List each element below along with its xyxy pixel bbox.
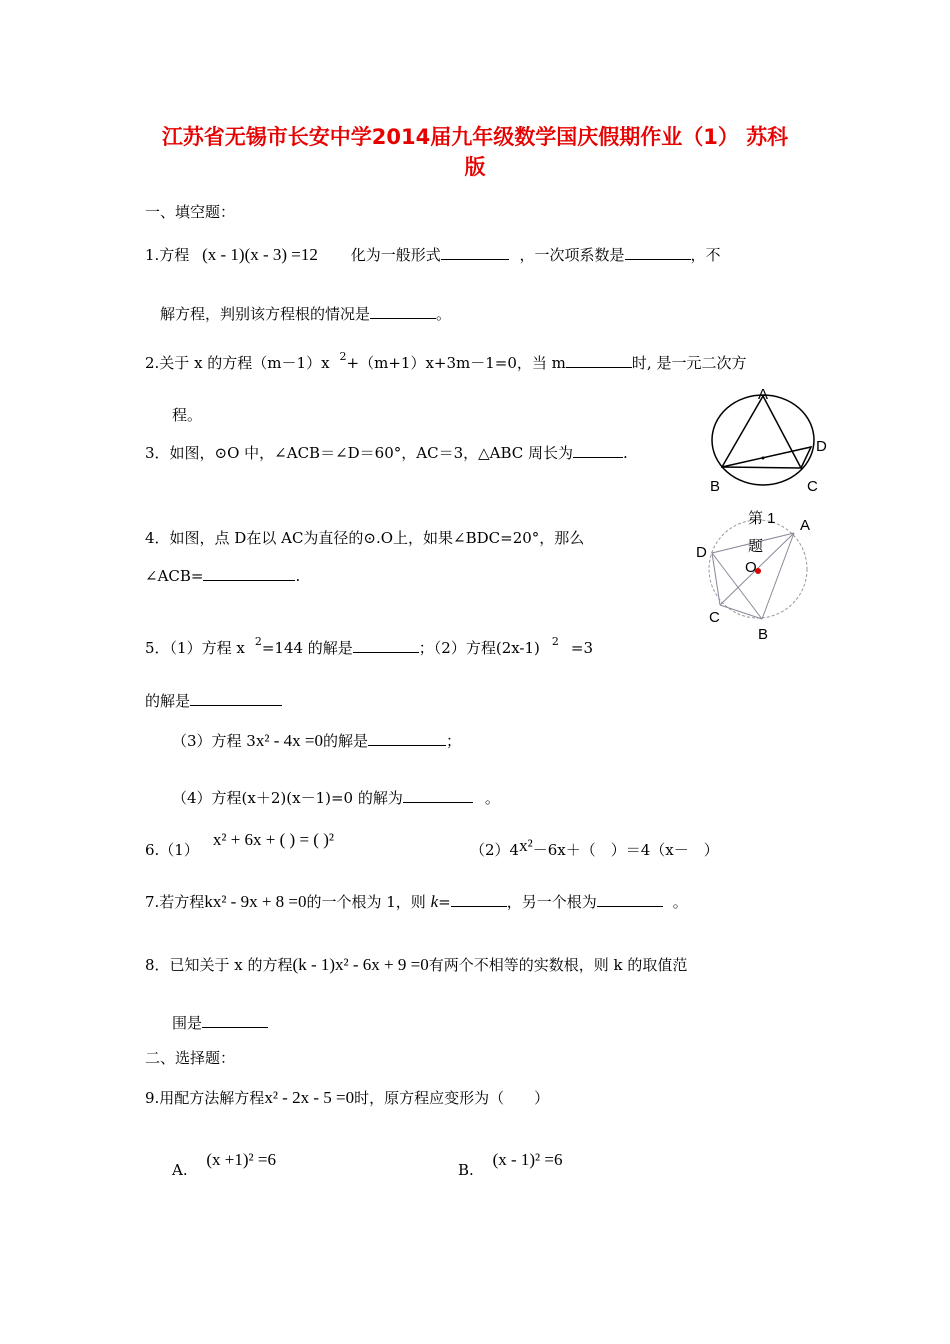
q9-equation: x² - 2x - 5 =0	[264, 1088, 355, 1107]
fig2-label-a: A	[800, 517, 811, 534]
segments-bd-dc	[722, 447, 811, 468]
document-title	[130, 122, 820, 182]
q6-equation-1: x² + 6x + ( ) = ( )²	[212, 830, 334, 849]
section-fill-blank-heading: 一、填空题：	[145, 203, 236, 221]
question-8-line-2: 围是	[172, 1012, 268, 1033]
q5-blank-3[interactable]	[368, 730, 446, 746]
figure-circle-diameter-ac	[690, 505, 850, 645]
question-2: 2.关于 x 的方程（m－1）x $^2$+（m+1）x+3m－1=0，当 m 时, 是一元二次方	[145, 350, 747, 372]
q4-blank-angle[interactable]	[203, 565, 295, 581]
center-point-o	[762, 457, 765, 460]
q3-blank-perimeter[interactable]	[573, 442, 623, 458]
q9-option-b[interactable]: B. (x - 1)² =6	[458, 1150, 563, 1179]
section-choice-heading: 二、选择题：	[145, 1049, 236, 1067]
question-8: 8．已知关于 x 的方程(k - 1)x² - 6x + 9 =0有两个不相等的实数根，则 k 的取值范	[145, 955, 688, 974]
circle-o	[712, 395, 814, 485]
fig1-label-d: D	[816, 438, 827, 455]
question-1: 1.方程 (x - 1)(x - 3) =12 化为一般形式 ，一次项系数是 ，不	[145, 245, 721, 264]
triangle-abc	[722, 396, 801, 468]
fig1-label-b: B	[710, 478, 721, 495]
q7-equation: kx² - 9x + 8 =0	[204, 892, 307, 911]
question-3: 3．如图，⊙O 中，∠ACB＝∠D＝60°，AC＝3，△ABC 周长为 .	[145, 444, 628, 462]
question-6-part-2: （2）4x²－6x＋（ ）＝4（x－ ）	[470, 836, 719, 859]
fig1-label-c: C	[807, 478, 818, 495]
fig1-label-a: A	[758, 386, 769, 403]
q9-option-a[interactable]: A. (x +1)² =6	[172, 1150, 276, 1179]
title-line-2: 版	[464, 155, 486, 179]
fig2-label-c: C	[709, 609, 720, 626]
question-5-part-3: （3）方程 3x² - 4x =0的解是 ；	[172, 731, 461, 750]
question-4-line-2: ∠ACB= .	[145, 567, 301, 585]
q8-blank-range[interactable]	[202, 1012, 268, 1028]
question-5-line-2: 的解是	[145, 690, 282, 711]
question-7: 7.若方程kx² - 9x + 8 =0的一个根为 1，则 k= ，另一个根为 。	[145, 892, 688, 911]
q5-blank-4[interactable]	[403, 787, 473, 803]
q7-blank-other-root[interactable]	[597, 891, 663, 907]
question-9: 9.用配方法解方程x² - 2x - 5 =0时，原方程应变形为（ ）	[145, 1088, 550, 1107]
figure-circle-triangle-abc	[700, 385, 840, 500]
question-1-line-2: 解方程，判别该方程根的情况是 。	[160, 305, 452, 323]
q1-blank-roots[interactable]	[370, 303, 436, 319]
question-4: 4．如图，点 D在以 AC为直径的⊙.O上，如果∠BDC=20°，那么	[145, 529, 585, 547]
fig2-label-d: D	[696, 544, 707, 561]
fig2-caption-1: 第 1	[748, 510, 776, 527]
q2-blank-m[interactable]	[566, 352, 632, 368]
question-5-part-4: （4）方程(x＋2)(x－1)=0 的解为 。	[172, 789, 500, 807]
q5-blank-2[interactable]	[190, 690, 282, 706]
question-5: 5．（1）方程 x $^2$=144 的解是 ；（2）方程(2x-1) $^2$ =3	[145, 635, 594, 657]
q7-blank-k[interactable]	[451, 891, 507, 907]
q5-equation-3: x² - 4x =0	[255, 731, 323, 750]
fig2-label-b: B	[758, 626, 769, 643]
q5-blank-1[interactable]	[353, 637, 419, 653]
title-line-1: 江苏省无锡市长安中学2014届九年级数学国庆假期作业（1） 苏科	[161, 125, 789, 149]
q1-blank-general-form[interactable]	[441, 244, 509, 260]
question-2-line-2: 程。	[172, 406, 203, 424]
fig2-label-o: O	[745, 559, 757, 576]
q1-equation: (x - 1)(x - 3) =12	[202, 245, 318, 264]
q8-equation: (k - 1)x² - 6x + 9 =0	[292, 955, 429, 974]
fig2-caption-2: 题	[748, 538, 764, 555]
question-6-part-1: 6.（1）x² + 6x + ( ) = ( )²	[145, 830, 334, 859]
q1-blank-coefficient[interactable]	[625, 244, 691, 260]
